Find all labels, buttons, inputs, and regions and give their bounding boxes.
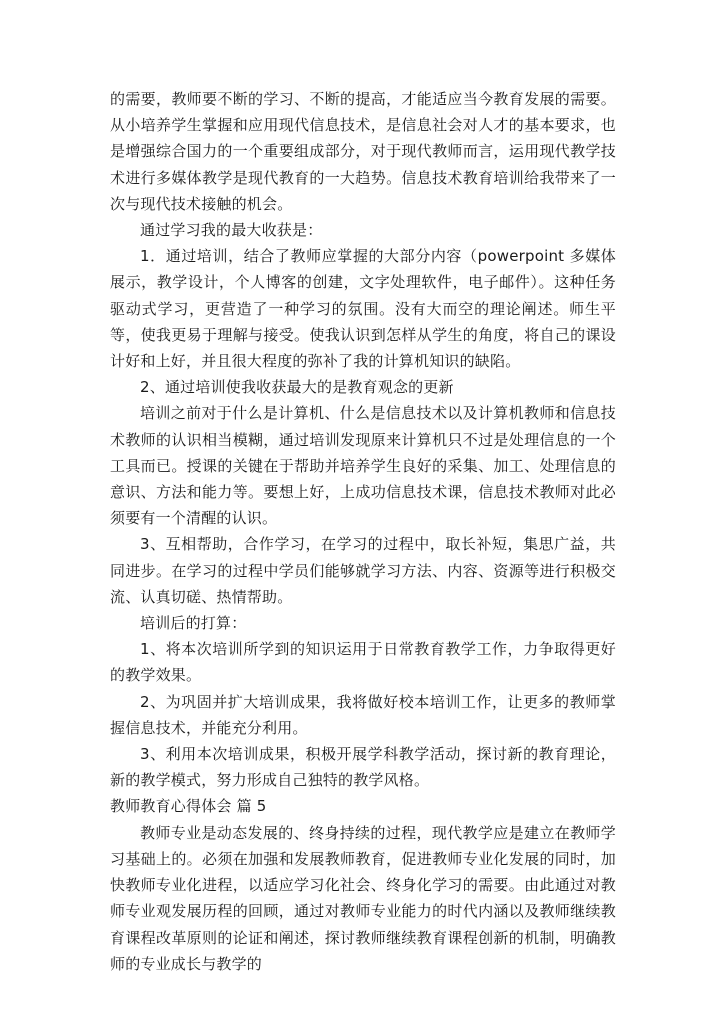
paragraph-gains-heading: 通过学习我的最大收获是： [140,221,323,240]
paragraph-gain-2-title: 2、通过培训使我收获最大的是教育观念的更新 [140,378,454,397]
document-page [110,86,616,977]
paragraph-plan-1: 1、将本次培训所学到的知识运用于日常教育教学工作，力争取得更好的教学效果。 [110,640,616,685]
paragraph-plan-3: 3、利用本次培训成果，积极开展学科教学活动，探讨新的教育理论，新的教学模式，努力形成自己独特的教学风格。 [110,745,616,790]
paragraph-gain-1: 1．通过培训，结合了教师应掌握的大部分内容（powerpoint 多媒体展示，教学设计，个人博客的创建，文字处理软件，电子邮件）。这种任务驱动式学习，更营造了一种学习的氛围。没有大而空的理论阐述。师生平等，使我更易于理解与接受。使我认识到怎样从学生的角度，将自己的课设计好和上好，并且很大程度的弥补了我的计算机知识的缺陷。 [110,247,616,371]
paragraph-plans-heading: 培训后的打算： [140,614,247,633]
paragraph-gain-3: 3、互相帮助，合作学习，在学习的过程中，取长补短，集思广益，共同进步。在学习的过程中学员们能够就学习方法、内容、资源等进行积极交流、认真切磋、热情帮助。 [110,535,616,606]
paragraph-gain-2-body: 培训之前对于什么是计算机、什么是信息技术以及计算机教师和信息技术教师的认识相当模糊，通过培训发现原来计算机只不过是处理信息的一个工具而已。授课的关键在于帮助并培养学生良好的采集、加工、处理信息的意识、方法和能力等。要想上好，上成功信息技术课，信息技术教师对此必须要有一个清醒的认识。 [110,404,616,528]
paragraph-plan-2: 2、为巩固并扩大培训成果，我将做好校本培训工作，让更多的教师掌握信息技术，并能充分利用。 [110,692,616,737]
paragraph-section-5-body: 教师专业是动态发展的、终身持续的过程，现代教学应是建立在教师学习基础上的。必须在加强和发展教师教育，促进教师专业化发展的同时，加快教师专业化进程，以适应学习化社会、终身化学习的需要。由此通过对教师专业观发展历程的回顾，通过对教师专业能力的时代内涵以及教师继续教育课程改革原则的论证和阐述，探讨教师继续教育课程创新的机制，明确教师的专业成长与教学的 [110,823,616,973]
paragraph-intro: 的需要，教师要不断的学习、不断的提高，才能适应当今教育发展的需要。从小培养学生掌握和应用现代信息技术，是信息社会对人才的基本要求，也是增强综合国力的一个重要组成部分，对于现代教师而言，运用现代教学技术进行多媒体教学是现代教育的一大趋势。信息技术教育培训给我带来了一次与现代技术接触的机会。 [110,90,616,213]
section-heading: 教师教育心得体会 篇 5 [110,797,267,816]
